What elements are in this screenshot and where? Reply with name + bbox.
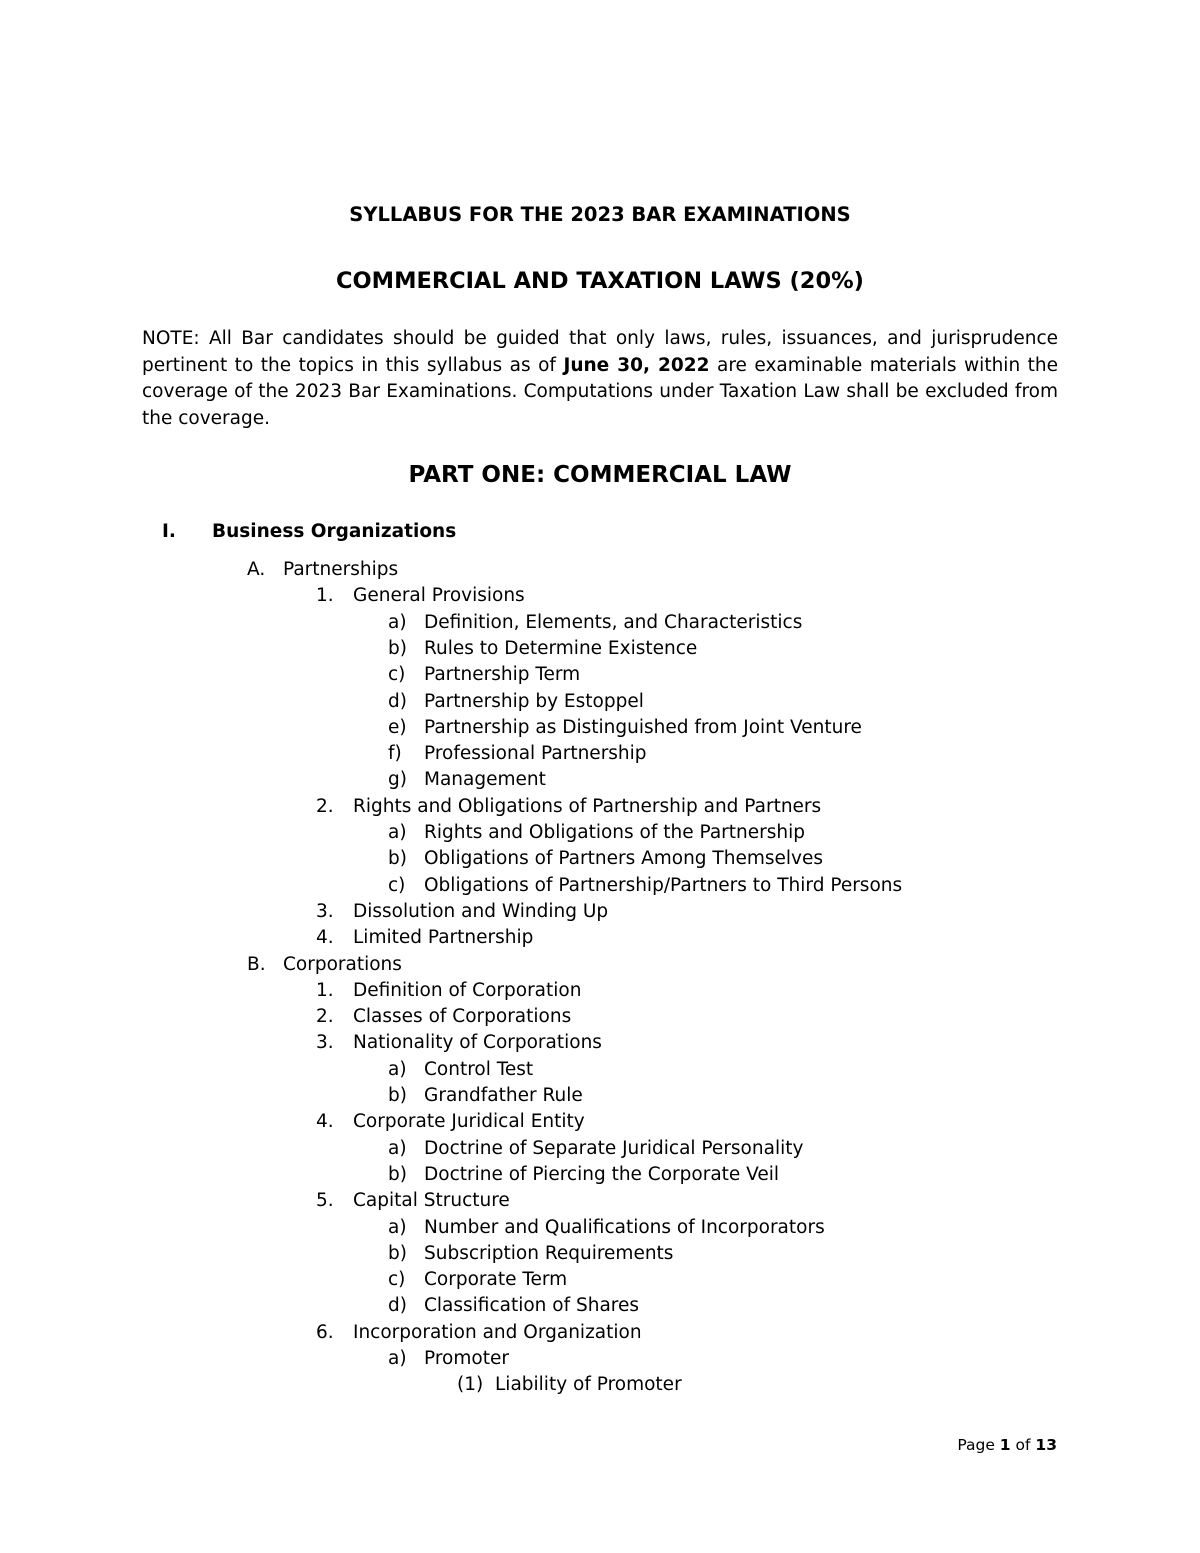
outline-item-label: 1. [316,585,334,607]
outline-item-text: Doctrine of Separate Juridical Personality [424,1137,804,1159]
outline-item-text: Definition of Corporation [353,979,582,1001]
outline-item-label: a) [388,1137,407,1159]
outline-item-text: Grandfather Rule [424,1085,583,1106]
footer-current-page: 1 [999,1436,1011,1454]
outline-item-text: Promoter [424,1348,509,1369]
note-date: June 30, 2022 [563,354,710,376]
outline-item-text: General Provisions [353,585,525,607]
outline-item-text: Corporate Term [424,1269,568,1291]
outline-item-label: A. [247,559,266,580]
outline-item-label: c) [388,664,406,686]
outline-item-label: 3. [316,1032,334,1054]
footer-page-word: Page [957,1436,995,1454]
outline-item-text: Nationality of Corporations [353,1032,602,1054]
outline-item-label: 5. [316,1190,334,1212]
outline-item-label: b) [388,1085,407,1106]
outline-item-text: Partnership by Estoppel [424,690,644,712]
outline-item-text: Partnership Term [424,664,581,686]
outline-item-text: Professional Partnership [424,743,647,765]
outline-item-label: 4. [316,1111,334,1133]
subject-title: COMMERCIAL AND TAXATION LAWS (20%) [336,268,864,294]
outline-item-label: 1. [316,979,334,1001]
outline-item-label: a) [388,1348,407,1369]
note-paragraph [142,326,1058,432]
outline-item-label: 4. [316,927,334,949]
outline-item-label: c) [388,1269,406,1291]
outline-item-text: Corporations [283,953,402,975]
outline-item-label: a) [388,1058,407,1080]
outline-item-label: b) [388,848,407,870]
outline-item-text: Business Organizations [212,521,457,542]
outline-item-label: a) [388,1216,407,1238]
outline-item-text: Doctrine of Piercing the Corporate Veil [424,1163,780,1185]
outline-item-label: 6. [316,1321,334,1343]
outline-item-text: Partnership as Distinguished from Joint Venture [424,716,862,738]
outline-item-text: Dissolution and Winding Up [353,900,609,922]
outline-item-label: I. [162,521,176,542]
outline-item-label: g) [388,769,407,791]
outline-item-label: e) [388,716,407,738]
outline-item-text: Management [424,769,546,791]
outline-item-text: Rules to Determine Existence [424,637,698,659]
outline-item-text: Capital Structure [353,1190,510,1212]
outline-item-text: Rights and Obligations of Partnership and Partners [353,795,822,817]
footer-of-word: of [1015,1436,1031,1454]
outline-item-text: Obligations of Partnership/Partners to Third Persons [424,874,903,896]
outline-item-text: Control Test [424,1058,534,1080]
outline-item-label: 3. [316,900,334,922]
outline-item-label: B. [247,953,266,975]
outline-item-text: Number and Qualifications of Incorporators [424,1216,825,1238]
outline-item-text: Classification of Shares [424,1295,640,1317]
outline-item-text: Rights and Obligations of the Partnership [424,822,805,843]
outline-item-label: b) [388,1163,407,1185]
outline-item-label: b) [388,637,407,659]
outline-item-text: Limited Partnership [353,927,534,949]
outline-item-label: (1) [457,1374,484,1396]
outline-item-label: b) [388,1242,407,1264]
outline-item-text: Classes of Corporations [353,1006,572,1028]
outline-item-label: f) [388,743,402,765]
outline-item-text: Definition, Elements, and Characteristics [424,611,803,633]
outline-item-text: Liability of Promoter [495,1374,682,1396]
outline-item-label: d) [388,1295,407,1317]
outline-item-text: Corporate Juridical Entity [353,1111,585,1133]
footer-total-pages: 13 [1035,1436,1057,1454]
page-footer [957,1436,1057,1454]
note-text-start: NOTE: All Bar candidates should be guided that only laws, rules, issuances, and jurisprudence pertinent to the topics in this syllabus as of [142,328,1058,376]
outline-item-label: a) [388,822,407,843]
outline-item-text: Obligations of Partners Among Themselves [424,848,823,870]
outline-item-label: c) [388,874,406,896]
outline-item-label: d) [388,690,407,712]
outline-item-text: Incorporation and Organization [353,1321,642,1343]
syllabus-title: SYLLABUS FOR THE 2023 BAR EXAMINATIONS [349,203,851,226]
outline-item-label: 2. [316,1006,334,1028]
outline-item-text: Subscription Requirements [424,1242,674,1264]
outline-item-label: a) [388,611,407,633]
note-text-end: are examinable materials within the coverage of the 2023 Bar Examinations. Computations under Taxation Law shall be excluded from the coverage. [142,354,1058,429]
part-title: PART ONE: COMMERCIAL LAW [408,462,792,488]
outline-item-text: Partnerships [283,559,399,580]
outline-item-label: 2. [316,795,334,817]
